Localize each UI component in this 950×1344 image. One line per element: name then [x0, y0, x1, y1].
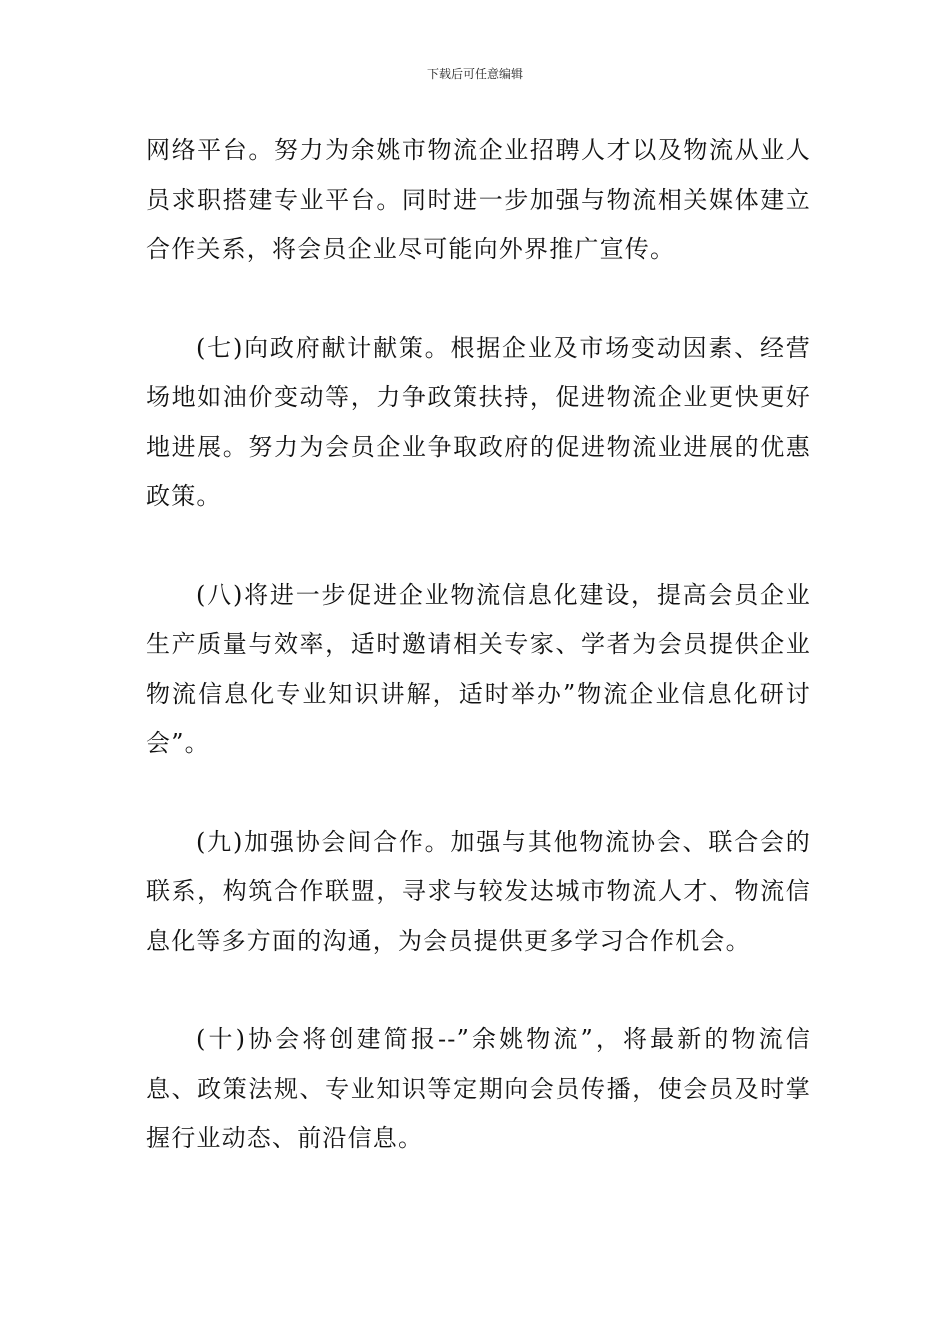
page-header: 下载后可任意编辑	[426, 67, 523, 81]
paragraph-item-10: (十)协会将创建简报--”余姚物流”，将最新的物流信息、政策法规、专业知识等定期向会员传播，使会员及时掌握行业动态、前沿信息。	[146, 1025, 811, 1152]
paragraph-continuation: 网络平台。努力为余姚市物流企业招聘人才以及物流从业人员求职搭建专业平台。同时进一步加强与物流相关媒体建立合作关系，将会员企业尽可能向外界推广宣传。	[146, 136, 811, 263]
paragraph-item-8: (八)将进一步促进企业物流信息化建设，提高会员企业生产质量与效率，适时邀请相关专家、学者为会员提供企业物流信息化专业知识讲解，适时举办”物流企业信息化研讨会”。	[146, 580, 811, 757]
document-body	[146, 126, 811, 1164]
paragraph-item-9: (九)加强协会间合作。加强与其他物流协会、联合会的联系，构筑合作联盟，寻求与较发达城市物流人才、物流信息化等多方面的沟通，为会员提供更多学习合作机会。	[146, 827, 811, 955]
paragraph-item-7: (七)向政府献计献策。根据企业及市场变动因素、经营场地如油价变动等，力争政策扶持，促进物流企业更快更好地进展。努力为会员企业争取政府的促进物流业进展的优惠政策。	[146, 333, 811, 510]
